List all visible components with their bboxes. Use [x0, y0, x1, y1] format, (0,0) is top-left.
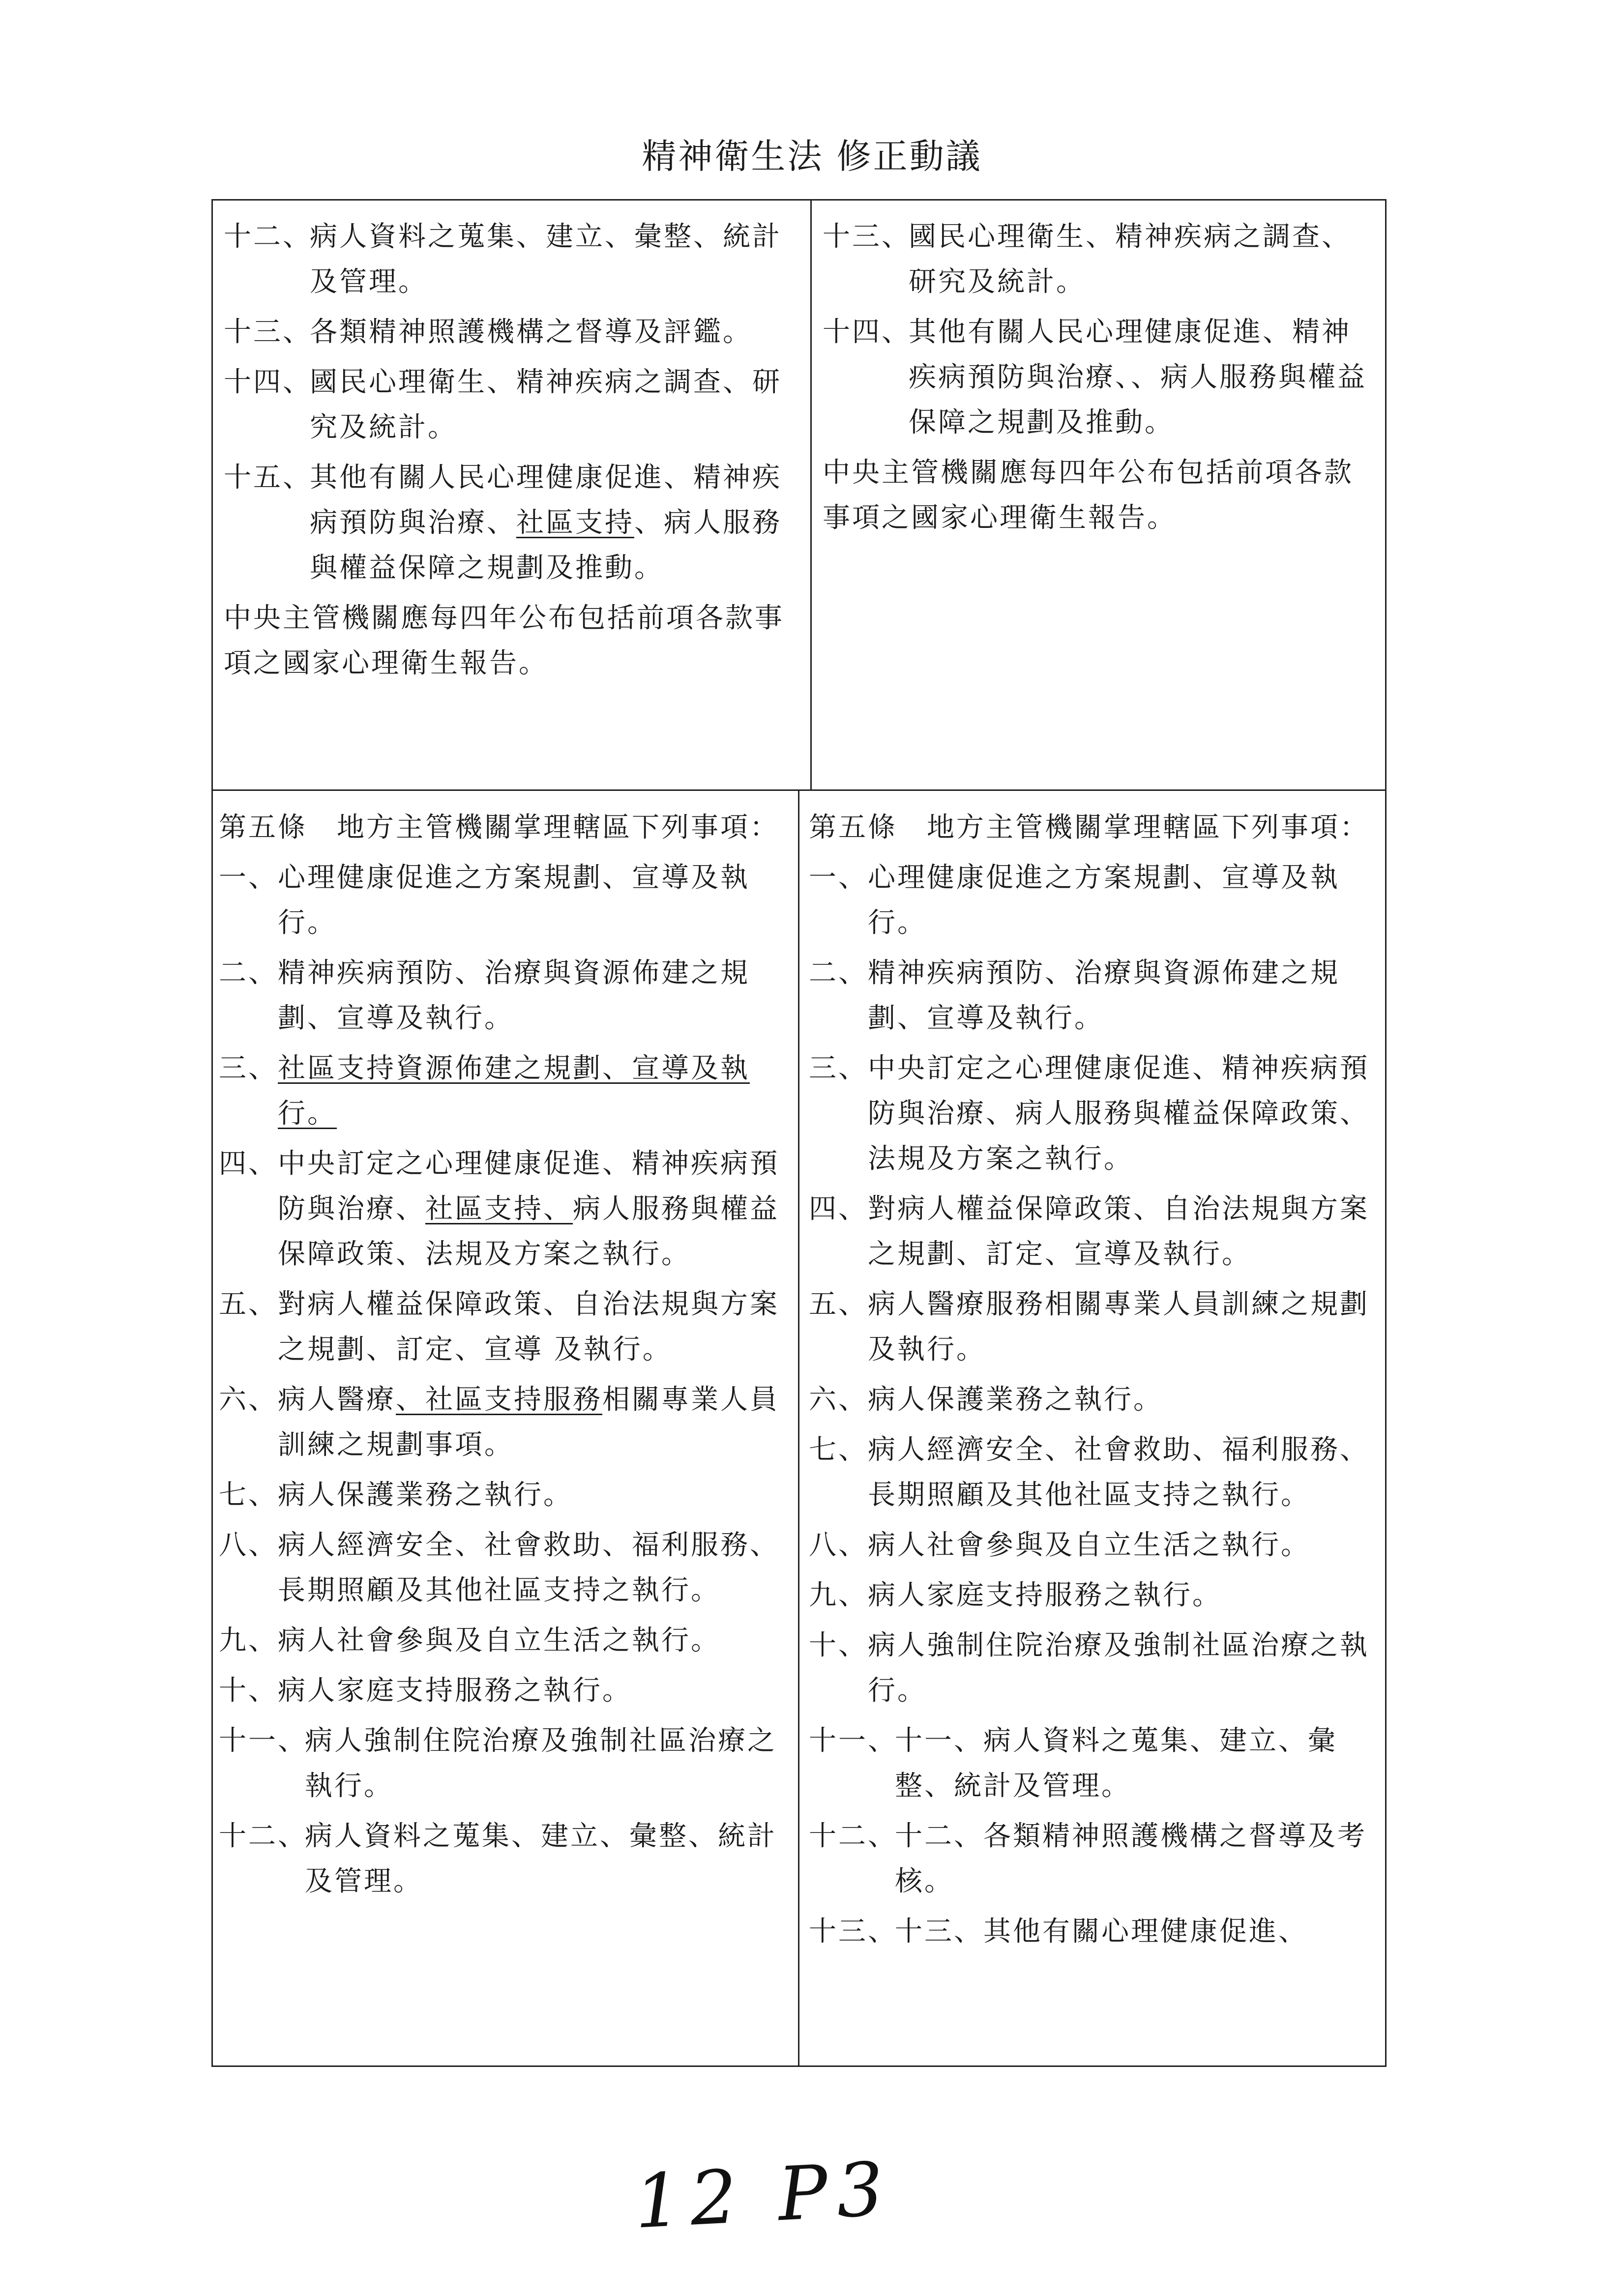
cell-bottom-left — [219, 805, 794, 1909]
closing-paragraph: 中央主管機關應每四年公布包括前項各款事項之國家心理衛生報告。 — [823, 457, 1354, 534]
item-text: 心理健康促進之方案規劃、宣導及執行。 — [868, 862, 1340, 939]
list-item — [219, 1618, 794, 1663]
item-text: 中央訂定之心理健康促進、精神疾病預防與治療、病人服務與權益保障政策、法規及方案之執行。 — [868, 1052, 1369, 1175]
item-number: 十二、 — [809, 1820, 897, 1852]
list-item — [809, 1187, 1379, 1277]
list-item — [809, 1523, 1379, 1568]
item-number: 十二、 — [219, 1820, 307, 1852]
item-text: 病人強制住院治療及強制社區治療之執行。 — [305, 1725, 777, 1802]
list-item — [219, 1282, 794, 1372]
item-text: 國民心理衛生、精神疾病之調查、研究及統計。 — [909, 221, 1351, 298]
item-text: 病人家庭支持服務之執行。 — [278, 1675, 632, 1707]
item-text: 病人保護業務之執行。 — [278, 1479, 573, 1511]
item-text: 心理健康促進之方案規劃、宣導及執行。 — [278, 862, 750, 939]
item-number: 五、 — [219, 1288, 278, 1320]
list-item — [809, 1282, 1379, 1372]
item-number: 九、 — [809, 1579, 868, 1611]
list-item — [809, 1377, 1379, 1423]
item-number: 三、 — [809, 1052, 868, 1084]
item-text: 病人醫療 — [278, 1384, 396, 1416]
list-item — [219, 1473, 794, 1518]
item-text: 病人服務與權益保障政策、法規及方案之執行。 — [278, 1193, 779, 1270]
item-text: 病人資料之蒐集、建立、彙整、統計及管理。 — [305, 1820, 777, 1897]
list-item — [224, 310, 804, 355]
list-item — [224, 360, 804, 450]
item-number: 十三、 — [224, 316, 312, 348]
item-text: 病人經濟安全、社會救助、福利服務、長期照顧及其他社區支持之執行。 — [868, 1434, 1369, 1511]
list-item — [219, 1377, 794, 1468]
item-number: 九、 — [219, 1625, 278, 1657]
item-text: 病人社會參與及自立生活之執行。 — [278, 1625, 720, 1657]
page-title: 精神衛生法 修正動議 — [642, 136, 982, 176]
item-text: 中央訂定之心理健康促進、精神疾病預防與治療、 — [278, 1148, 779, 1225]
item-number: 二、 — [219, 957, 278, 989]
item-number: 六、 — [809, 1384, 868, 1416]
item-number: 十五、 — [224, 462, 312, 494]
item-text: 其他有關人民心理健康促進、精神疾病預防與治療、、病人服務與權益保障之規劃及推動。 — [909, 316, 1367, 438]
item-number: 十三、 — [809, 1916, 897, 1947]
inserted-text: 社區支持 — [516, 507, 634, 539]
item-text: 十二、各類精神照護機構之督導及考核。 — [895, 1820, 1367, 1897]
item-number: 七、 — [219, 1479, 278, 1511]
closing-paragraph: 中央主管機關應每四年公布包括前項各款事項之國家心理衛生報告。 — [224, 602, 784, 679]
inserted-text: 社區支持資源佈建之規劃、宣導及執行。 — [278, 1052, 750, 1130]
item-text: 精神疾病預防、治療與資源佈建之規劃、宣導及執行。 — [868, 957, 1340, 1034]
article-intro: 第五條 地方主管機關掌理轄區下列事項： — [219, 812, 779, 843]
list-item — [809, 1046, 1379, 1182]
list-item — [809, 1718, 1379, 1809]
cell-top-left — [224, 214, 804, 691]
article-intro: 第五條 地方主管機關掌理轄區下列事項： — [809, 812, 1369, 843]
list-item — [823, 214, 1378, 305]
list-item — [219, 1046, 794, 1136]
item-number: 十一、 — [809, 1725, 897, 1757]
list-item — [809, 1623, 1379, 1714]
item-text: 病人經濟安全、社會救助、福利服務、長期照顧及其他社區支持之執行。 — [278, 1529, 779, 1606]
item-text: 病人醫療服務相關專業人員訓練之規劃及執行。 — [868, 1288, 1369, 1366]
item-number: 八、 — [809, 1529, 868, 1561]
list-item — [809, 1909, 1379, 1954]
item-number: 一、 — [809, 862, 868, 894]
list-item — [823, 310, 1378, 445]
item-number: 八、 — [219, 1529, 278, 1561]
handwritten-page-note: 12 P3 — [632, 2146, 895, 2245]
item-number: 一、 — [219, 862, 278, 894]
comparison-table — [211, 199, 1387, 2067]
item-number: 六、 — [219, 1384, 278, 1416]
item-number: 七、 — [809, 1434, 868, 1466]
list-item — [219, 855, 794, 946]
item-text: 病人資料之蒐集、建立、彙整、統計及管理。 — [310, 221, 782, 298]
column-divider-bottom — [798, 789, 799, 2065]
list-item — [809, 855, 1379, 946]
list-item — [224, 455, 804, 591]
list-item — [219, 1718, 794, 1809]
item-text: 、病人服務與權益保障之規劃及推動。 — [310, 507, 782, 584]
list-item — [219, 1814, 794, 1904]
list-item — [219, 1141, 794, 1277]
item-number: 三、 — [219, 1052, 278, 1084]
list-item — [809, 1814, 1379, 1904]
inserted-text: 、社區支持服務 — [396, 1384, 602, 1416]
item-text: 十三、其他有關心理健康促進、 — [895, 1916, 1308, 1947]
item-number: 十四、 — [224, 366, 312, 398]
item-text: 其他有關人民心理健康促進、精神疾病預防與治療、 — [310, 462, 782, 539]
cell-bottom-right — [809, 805, 1379, 1959]
list-item — [219, 951, 794, 1041]
item-number: 十二、 — [224, 221, 312, 253]
item-number: 十四、 — [823, 316, 911, 348]
item-number: 十、 — [219, 1675, 278, 1707]
item-text: 病人保護業務之執行。 — [868, 1384, 1163, 1416]
item-number: 十一、 — [219, 1725, 307, 1757]
item-text: 各類精神照護機構之督導及評鑑。 — [310, 316, 752, 348]
item-text: 對病人權益保障政策、自治法規與方案之規劃、訂定、宣導及執行。 — [868, 1193, 1369, 1270]
column-divider-top — [810, 201, 812, 789]
item-number: 四、 — [809, 1193, 868, 1225]
item-number: 十、 — [809, 1629, 868, 1661]
list-item — [224, 214, 804, 305]
item-text: 病人家庭支持服務之執行。 — [868, 1579, 1222, 1611]
inserted-text: 社區支持、 — [425, 1193, 573, 1225]
item-text: 對病人權益保障政策、自治法規與方案之規劃、訂定、宣導 及執行。 — [278, 1288, 779, 1366]
item-text: 病人社會參與及自立生活之執行。 — [868, 1529, 1310, 1561]
item-number: 四、 — [219, 1148, 278, 1180]
item-text: 十一、病人資料之蒐集、建立、彙整、統計及管理。 — [895, 1725, 1337, 1802]
item-text: 病人強制住院治療及強制社區治療之執行。 — [868, 1629, 1369, 1707]
list-item — [219, 1668, 794, 1714]
list-item — [809, 951, 1379, 1041]
item-number: 二、 — [809, 957, 868, 989]
list-item — [809, 1427, 1379, 1518]
item-number: 十三、 — [823, 221, 911, 253]
item-text: 精神疾病預防、治療與資源佈建之規劃、宣導及執行。 — [278, 957, 750, 1034]
item-number: 五、 — [809, 1288, 868, 1320]
list-item — [809, 1573, 1379, 1618]
item-text: 國民心理衛生、精神疾病之調查、研究及統計。 — [310, 366, 782, 443]
cell-top-right — [823, 214, 1378, 546]
list-item — [219, 1523, 794, 1613]
item-text: 相關專業人員訓練之規劃事項。 — [278, 1384, 779, 1461]
